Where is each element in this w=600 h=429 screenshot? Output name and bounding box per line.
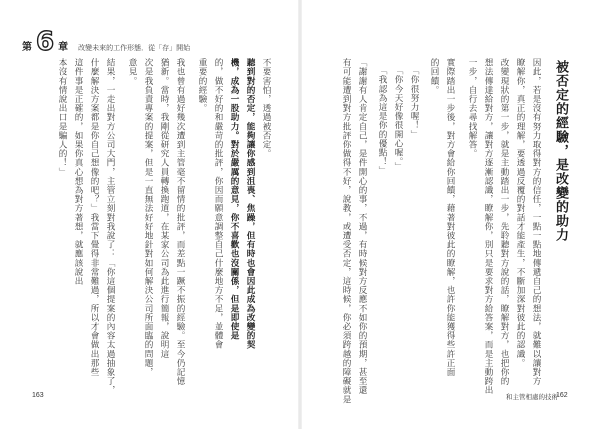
chapter-number: 6 — [36, 27, 55, 57]
left-col-1: 聽到對的否定，能夠讓你感到沮喪、焦躁，但有時也會因此成為改變的契 — [245, 58, 255, 350]
right-col-1: 瞭解你，真正的理解，要透過反覆的對話才能產生，不斷加深對彼此的認識。 — [515, 58, 525, 368]
right-col-2: 改變現狀的第一步，就是主動踏出一步，先聆聽對方說的話，瞭解對方，也把你的 — [499, 58, 509, 386]
left-col-12: 本沒有情說出口是騙人的！」 — [57, 58, 67, 177]
left-col-8: 意見。 — [127, 58, 137, 86]
left-col-2: 機，成為一股助力。對於嚴厲的意見，你不喜歡也沒關係，但是即使是 — [229, 58, 239, 341]
right-col-6: 的回饋。 — [429, 58, 439, 95]
right-col-4: 一步，自行去尋找解答。 — [467, 58, 477, 159]
left-col-5: 我也曾有過好幾次遭到主管毫不留情的批評，而差點一蹶不振的經驗。至今仍記憶 — [175, 58, 185, 386]
right-col-0: 因此，若是沒有努力取得對方的信任，一點一點地傳遞自己的想法，就難以讓對方 — [531, 58, 541, 386]
chapter-header — [22, 27, 191, 57]
left-col-7: 次是我負責專案的提案，但是一直無法好好地針對如何解決公司所面臨的問題， — [143, 58, 153, 377]
right-page-number: 162 — [556, 392, 568, 399]
left-col-9: 結果，一走出對方公司大門，主管立刻對我說了：「你這個提案的內容太過抽象了， — [105, 58, 115, 395]
chapter-suffix: 章 — [58, 42, 69, 53]
running-head: 和主管相處的技術 — [506, 393, 558, 401]
chapter-prefix: 第 — [22, 42, 32, 53]
left-col-0: 不要害怕，透過被否定。 — [261, 58, 271, 159]
right-col-3: 想法傳達給對方，讓對方逐漸認識，瞭解你，別只是要求對方給答案，而是主動跨出 — [483, 58, 493, 395]
right-col-7: 「你很努力喔！」 — [409, 66, 419, 139]
chapter-title: 改變未來的工作形態．從「存」開始 — [78, 44, 191, 52]
right-col-8: 「你今天好像很開心喔。」 — [393, 66, 403, 171]
right-col-9: 「我認為這是你的優點！」 — [377, 66, 387, 176]
left-page-number: 163 — [32, 392, 44, 399]
left-col-10: 什麼解決方案都是你自己想像的吧？」我當下覺得非常難過，所以才會做出那些 — [89, 58, 99, 377]
right-col-5: 實際踏出一步後，對方會給你回饋，藉著對彼此的瞭解，也許你能獲得些許正面 — [445, 58, 455, 377]
left-col-11: 這件事是正確的，如果你真心想為對方著想，就應該說出 — [73, 58, 83, 286]
left-col-4: 重要的經驗。 — [197, 58, 207, 113]
right-col-11: 有可能遭到對方批評你做得不好，說教，或遭受否定，這時候，你必須跨越的障礙就是 — [341, 58, 351, 404]
left-col-3: 的，做不好的和嚴苛的批評，你因而願意調整自己什麼地方不足，並體會 — [213, 58, 223, 350]
left-col-6: 猶新。當時，我剛從研究人員轉換跑道，在某家公司為此進行簡報，說明這 — [159, 58, 169, 359]
right-col-10: 「謝謝有人肯定自己，是件開心的事，不過，有時候對方反應不如你的預期，甚至還 — [357, 58, 367, 395]
page-gutter — [298, 0, 302, 429]
section-heading: 被否定的經驗，是改變的助力 — [553, 60, 568, 242]
